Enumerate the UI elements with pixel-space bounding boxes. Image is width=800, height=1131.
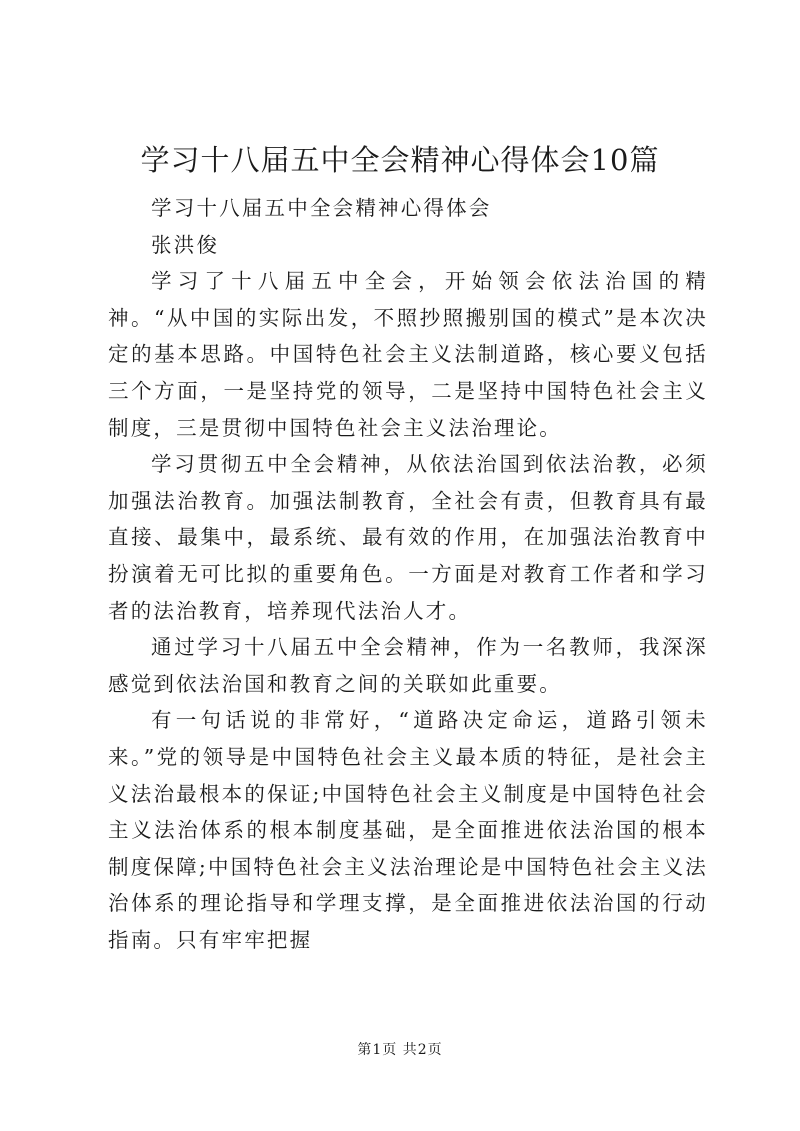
document-body <box>108 190 708 958</box>
page-number-footer: 第1页 共2页 <box>357 1042 443 1058</box>
body-paragraph: 学习了十八届五中全会，开始领会依法治国的精神。“从中国的实际出发，不照抄照搬别国的模式”是本次决定的基本思路。中国特色社会主义法制道路，核心要义包括三个方面，一是坚持党的领导，二是坚持中国特色社会主义制度，三是贯彻中国特色社会主义法治理论。 <box>108 269 708 440</box>
document-title: 学习十八届五中全会精神心得体会10篇 <box>140 143 660 177</box>
author-paragraph: 张洪俊 <box>151 232 220 257</box>
body-paragraph: 学习贯彻五中全会精神，从依法治国到依法治教，必须加强法治教育。加强法制教育，全社会有责，但教育具有最直接、最集中，最系统、最有效的作用，在加强法治教育中扮演着无可比拟的重要角色。一方面是对教育工作者和学习者的法治教育，培养现代法治人才。 <box>108 452 708 623</box>
subtitle-paragraph: 学习十八届五中全会精神心得体会 <box>151 196 492 220</box>
body-paragraph: 通过学习十八届五中全会精神，作为一名教师，我深深感觉到依法治国和教育之间的关联如此重要。 <box>108 635 708 696</box>
body-paragraph: 有一句话说的非常好，“道路决定命运，道路引领未来。”党的领导是中国特色社会主义最本质的特征，是社会主义法治最根本的保证;中国特色社会主义制度是中国特色社会主义法治体系的根本制度基础，是全面推进依法治国的根本制度保障;中国特色社会主义法治理论是中国特色社会主义法治体系的理论指导和学理支撑，是全面推进依法治国的行动指南。只有牢牢把握 <box>108 708 708 952</box>
